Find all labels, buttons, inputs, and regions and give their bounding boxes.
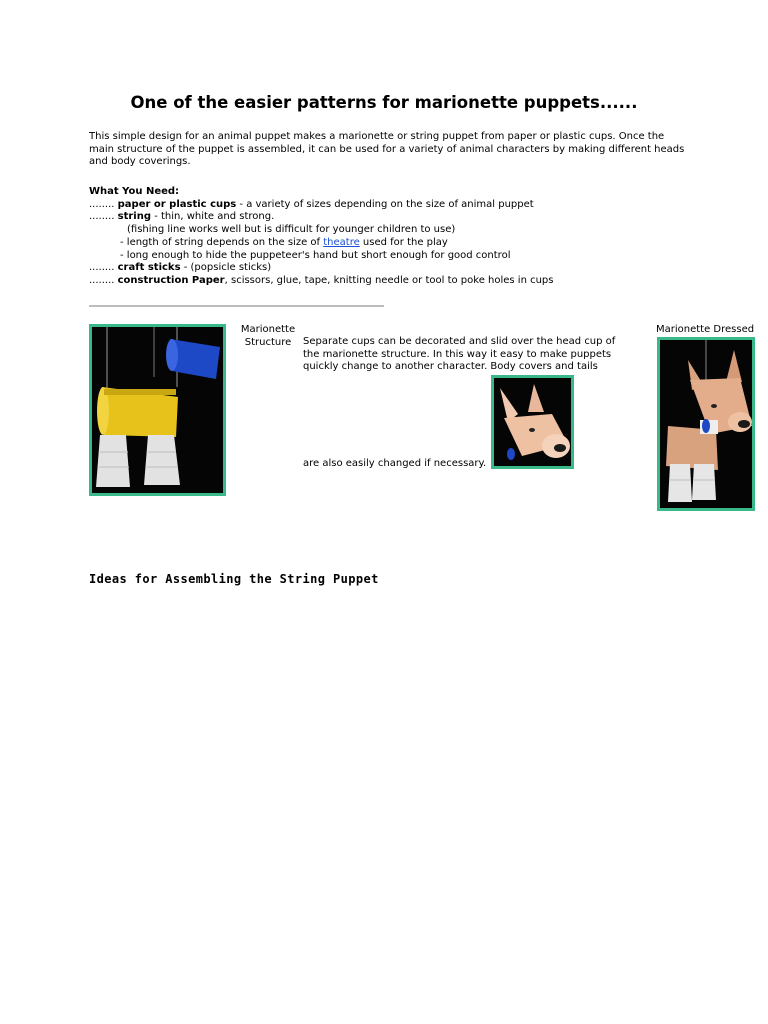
materials-list xyxy=(89,186,729,288)
theatre-link[interactable]: theatre xyxy=(323,236,360,248)
materials-heading: What You Need: xyxy=(89,186,180,197)
item-text: - a variety of sizes depending on the size of animal puppet xyxy=(236,198,534,210)
puppet-head-image xyxy=(494,378,571,466)
page-title: One of the easier patterns for marionette puppets...... xyxy=(130,93,638,112)
marionette-structure-photo xyxy=(89,324,226,496)
marionette-dressed-image xyxy=(660,340,752,508)
item-text: - (popsicle sticks) xyxy=(180,262,272,274)
list-item xyxy=(89,275,729,288)
item-label: craft sticks xyxy=(117,262,181,274)
list-note: (fishing line works well but is difficult for younger children to use) xyxy=(127,224,456,236)
structure-description: Separate cups can be decorated and slid over the head cup of the marionette structure. In this way it easy to make puppets quickly change to another character. Body covers and tails xyxy=(303,336,616,373)
list-dots: ........ xyxy=(89,274,115,286)
list-item xyxy=(89,262,729,275)
item-text: , scissors, glue, tape, knitting needle or tool to poke holes in cups xyxy=(224,274,554,286)
list-item xyxy=(89,211,729,224)
item-label: paper or plastic cups xyxy=(117,198,237,210)
marionette-dressed-photo xyxy=(657,337,755,511)
list-note xyxy=(89,237,729,250)
intro-paragraph: This simple design for an animal puppet makes a marionette or string puppet from paper or plastic cups. Once the main structure of the puppet is assembled, it can be used for a variety of animal characters by making different heads and body coverings. xyxy=(89,131,685,168)
structure-caption: Marionette Structure xyxy=(240,324,296,348)
marionette-structure-image xyxy=(92,327,223,493)
puppet-head-photo xyxy=(491,375,574,469)
dressed-caption: Marionette Dressed xyxy=(656,324,755,335)
list-dots: ........ xyxy=(89,211,115,223)
item-text: - thin, white and strong. xyxy=(151,211,275,223)
divider xyxy=(89,305,384,307)
structure-description-end: are also easily changed if necessary. xyxy=(303,458,487,469)
ideas-heading: Ideas for Assembling the String Puppet xyxy=(89,572,379,586)
item-label: construction Paper xyxy=(117,274,225,286)
list-item xyxy=(89,199,729,212)
note-text: - length of string depends on the size of xyxy=(120,236,324,248)
note-text: used for the play xyxy=(359,236,448,248)
list-dots: ........ xyxy=(89,262,115,274)
list-note: - long enough to hide the puppeteer's hand but short enough for good control xyxy=(120,249,511,261)
item-label: string xyxy=(117,211,151,223)
list-dots: ........ xyxy=(89,198,115,210)
